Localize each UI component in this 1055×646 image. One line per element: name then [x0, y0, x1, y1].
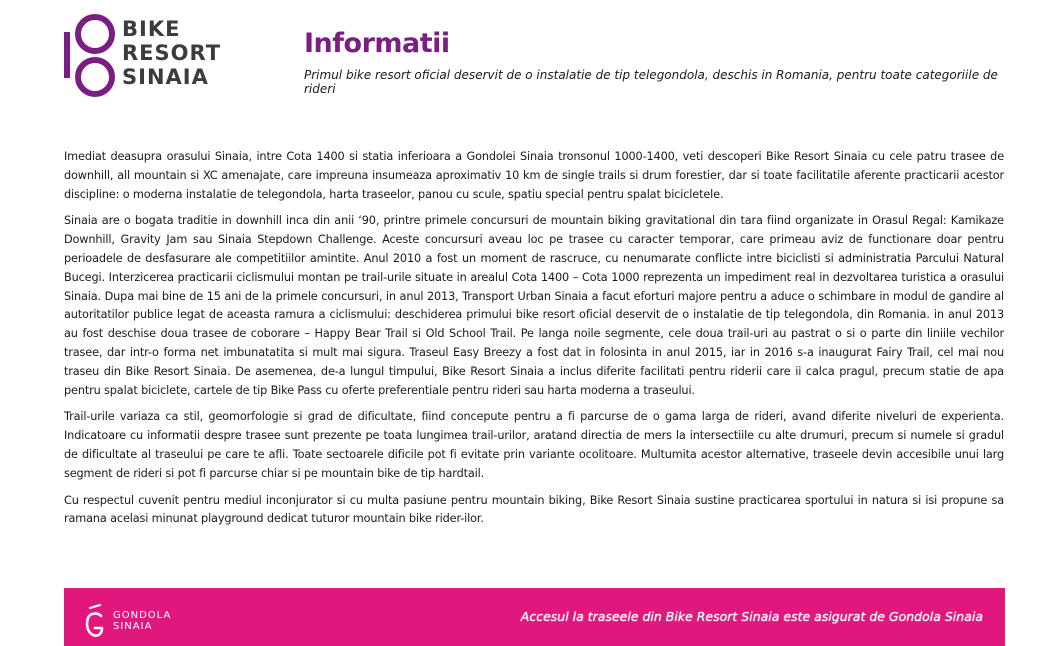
logo-line-resort: RESORT [122, 41, 222, 65]
page-title: Informatii [304, 28, 450, 59]
article-paragraph: Trail-urile variaza ca stil, geomorfologie si grad de dificultate, fiind concepute pentru a fi parcurse de o gama larga de rideri, avand diferite niveluri de experienta. Indicatoare cu informatii despre trasee sunt prezente pe toata lungimea trail-urilor, aratand directia de mers la intersectiile cu alte drumuri, precum si numele si gradul de dificultate al traseului pe care te afli. Toate sectoarele dificile pot fi evitate prin variante ocolitoare. Multumita acestor alternative, traseele devin accesibile unui larg segment de rideri si pot fi parcurse chiar si pe mountain bike de tip hardtail. [64, 410, 1004, 480]
page-subtitle: Primul bike resort oficial deservit de o instalatie de tip telegondola, deschis in Romania, pentru toate categoriile de rideri [304, 68, 998, 96]
bike-resort-sinaia-logo[interactable] [64, 12, 254, 100]
footer-banner [64, 588, 1005, 646]
gondola-line-gondola: GONDOLA [113, 610, 172, 621]
bike-resort-logo-icon [64, 12, 116, 100]
logo-line-sinaia: SINAIA [122, 65, 209, 89]
gondola-logo-icon [84, 604, 106, 638]
page-header [304, 24, 1005, 96]
gondola-line-sinaia: SINAIA [113, 621, 153, 632]
gondola-wordmark [113, 610, 171, 632]
article-paragraph: Sinaia are o bogata traditie in downhill inca din anii ‘90, printre primele concursuri de mountain biking gravitational din tara fiind organizate in Orasul Regal: Kamikaze Downhill, Gravity Jam sau Sinaia Stepdown Challenge. Aceste concursuri aveau loc pe trasee cu caracter temporar, care primeau aviz de functionare doar pentru perioadele de desfasurare ale competitiilor amintite. Anul 2010 a fost un moment de rascruce, cu nenumarate conflicte intre biciclisti si administratia Parcului Natural Bucegi. Interzicerea practicarii ciclismului montan pe trail-urile situate in arealul Cota 1400 – Cota 1000 reprezenta un impediment real in dezvoltarea turistica a orasului Sinaia. Dupa mai bine de 15 ani de la primele concursuri, in anul 2013, Transport Urban Sinaia a facut eforturi majore pentru a aduce o schimbare in modul de gandire al autoritatilor publice legat de aceasta ramura a ciclismului: deschiderea primului bike resort oficial deservit de o instalatie de tip telegondola, din Romania. in anul 2013 au fost deschise doua trasee de coborare – Happy Bear Trail si Old School Trail. Pe langa noile segmente, cele doua trail-uri au pastrat o si o parte din liniile vechilor trasee, dar intr-o forma net imbunatatita si mult mai sigura. Traseul Easy Breezy a fost dat in folosinta in anul 2015, iar in 2016 s-a inaugurat Fairy Trail, cel mai nou traseu din Bike Resort Sinaia. De asemenea, de-a lungul timpului, Bike Resort Sinaia a inclus diferite facilitati pentru riderii care ii calca pragul, precum statie de apa pentru spalat biciclete, cartele de tip Bike Pass cu oferte preferentiale pentru rideri sau harta moderna a traseului. [64, 214, 1004, 397]
gondola-sinaia-logo[interactable] [84, 604, 171, 638]
article-body [64, 148, 1004, 537]
logo-wordmark [122, 17, 221, 89]
footer-tagline: Accesul la traseele din Bike Resort Sinaia este asigurat de Gondola Sinaia [520, 609, 983, 624]
article-paragraph: Imediat deasupra orasului Sinaia, intre Cota 1400 si statia inferioara a Gondolei Sinaia tronsonul 1000-1400, veti descoperi Bike Resort Sinaia cu cele patru trasee de downhill, all mountain si XC amenajate, care impreuna insumeaza aproximativ 10 km de single trails si drum forestier, dar si toate facilitatile aferente practicarii acestor discipline: o moderna instalatie de telegondola, harta traseelor, panou cu scule, spatiu special pentru spalat bicicletele. [64, 150, 1004, 201]
article-paragraph: Cu respectul cuvenit pentru mediul inconjurator si cu multa pasiune pentru mountain biking, Bike Resort Sinaia sustine practicarea sportului in natura si isi propune sa ramana acelasi minunat playground dedicat tuturor mountain bike rider-ilor. [64, 493, 1004, 526]
logo-line-bike: BIKE [122, 17, 181, 41]
